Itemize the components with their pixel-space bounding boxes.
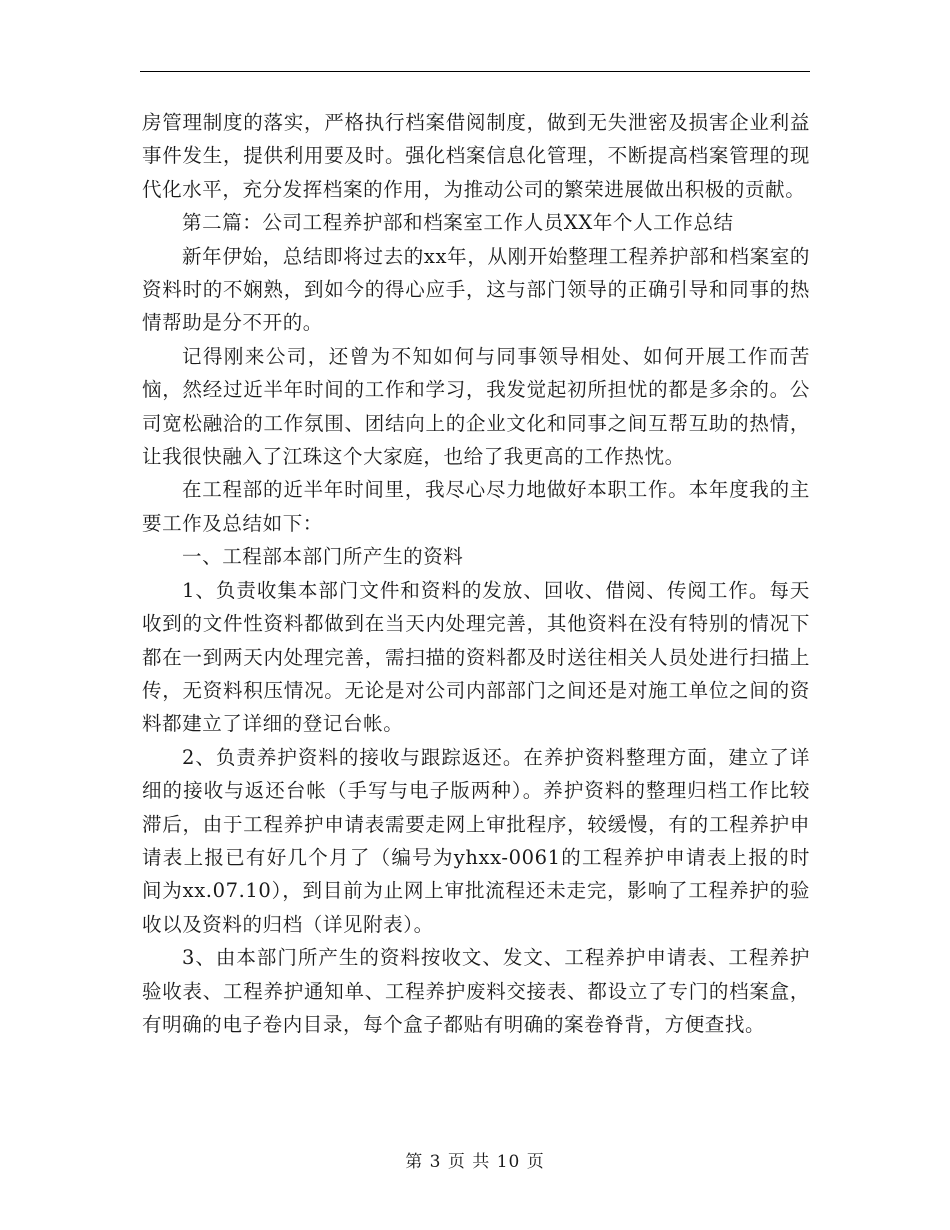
footer-current-page: 3 [429,1152,442,1172]
footer-prefix: 第 [405,1152,424,1172]
list-item: 2、负责养护资料的接收与跟踪返还。在养护资料整理方面，建立了详细的接收与返还台帐（手写与电子版两种）。养护资料的整理归档工作比较滞后，由于工程养护申请表需要走网上审批程序，较缓慢，有的工程养护申请表上报已有好几个月了（编号为yhxx-0061的工程养护申请表上报的时间为xx.07.10），到目前为止网上审批流程还未走完，影响了工程养护的验收以及资料的归档（详见附表）。 [142,745,810,936]
paragraph-continuation: 房管理制度的落实，严格执行档案借阅制度，做到无失泄密及损害企业利益事件发生，提供利用要及时。强化档案信息化管理，不断提高档案管理的现代化水平，充分发挥档案的作用，为推动公司的繁荣进展做出积极的贡献。 [142,111,810,201]
list-item: 1、负责收集本部门文件和资料的发放、回收、借阅、传阅工作。每天收到的文件性资料都做到在当天内处理完善，其他资料在没有特别的情况下都在一到两天内处理完善，需扫描的资料都及时送往相关人员处进行扫描上传，无资料积压情况。无论是对公司内部部门之间还是对施工单位之间的资料都建立了详细的登记台帐。 [142,578,810,736]
footer-suffix: 页 [526,1152,545,1172]
footer-middle: 页 共 [447,1152,491,1172]
subsection-heading: 一、工程部本部门所产生的资料 [182,545,464,569]
paragraph: 记得刚来公司，还曾为不知如何与同事领导相处、如何开展工作而苦恼，然经过近半年时间的工作和学习，我发觉起初所担忧的都是多余的。公司宽松融洽的工作氛围、团结向上的企业文化和同事之间互帮互助的热情，让我很快融入了江珠这个大家庭，也给了我更高的工作热忱。 [142,344,810,469]
section-heading: 第二篇：公司工程养护部和档案室工作人员XX年个人工作总结 [182,211,734,235]
page-footer [0,1147,950,1172]
paragraph: 新年伊始，总结即将过去的xx年，从刚开始整理工程养护部和档案室的资料时的不娴熟，到如今的得心应手，这与部门领导的正确引导和同事的热情帮助是分不开的。 [142,244,810,335]
list-item: 3、由本部门所产生的资料按收文、发文、工程养护申请表、工程养护验收表、工程养护通知单、工程养护废料交接表、都设立了专门的档案盒，有明确的电子卷内目录，每个盒子都贴有明确的案卷脊背，方便查找。 [142,946,810,1036]
footer-total-pages: 10 [496,1152,521,1172]
document-body [142,106,810,1041]
header-rule [140,71,810,72]
paragraph: 在工程部的近半年时间里，我尽心尽力地做好本职工作。本年度我的主要工作及总结如下： [142,478,810,535]
